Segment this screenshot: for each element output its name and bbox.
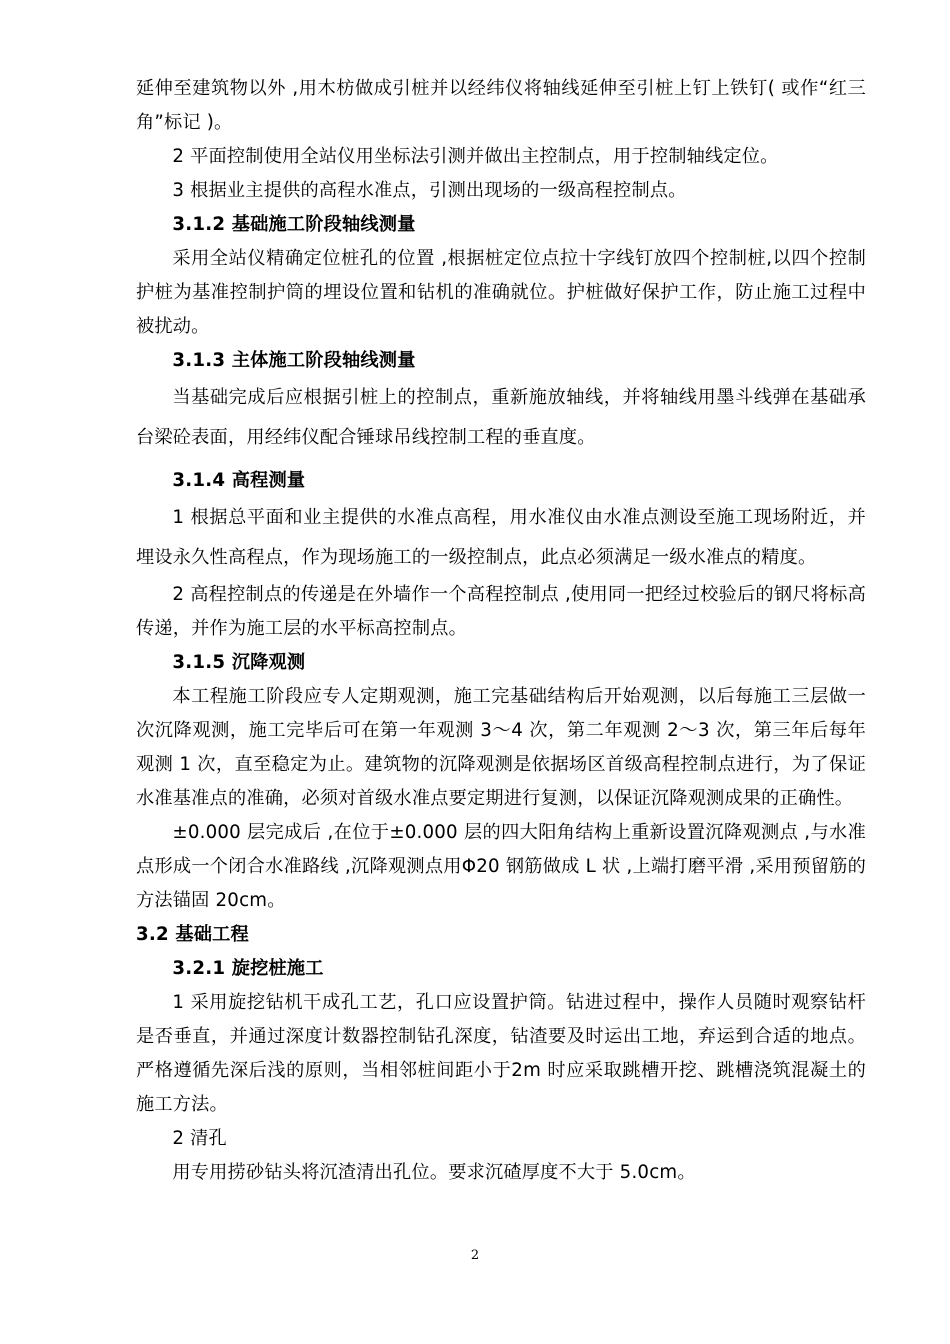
paragraph: 1 采用旋挖钻机干成孔工艺，孔口应设置护筒。钻进过程中，操作人员随时观察钻杆是否垂直，并通过深度计数器控制钻孔深度，钻渣要及时运出工地，弃运到合适的地点。严格遵循先深后浅的原则，当相邻桩间距小于2m 时应采取跳槽开挖、跳槽浇筑混凝土的施工方法。 (136, 992, 866, 1115)
document-body (136, 72, 866, 1190)
paragraph: 2 高程控制点的传递是在外墙作一个高程控制点 ,使用同一把经过校验后的钢尺将标高传递，并作为施工层的水平标高控制点。 (136, 584, 866, 639)
page-number: 2 (470, 1248, 480, 1263)
paragraph: 2 平面控制使用全站仪用坐标法引测并做出主控制点，用于控制轴线定位。 (172, 146, 779, 167)
paragraph: 3 根据业主提供的高程水准点，引测出现场的一级高程控制点。 (172, 180, 687, 201)
paragraph: ±0.000 层完成后 ,在位于±0.000 层的四大阳角结构上重新设置沉降观测点 ,与水准点形成一个闭合水准路线 ,沉降观测点用Φ20 钢筋做成 L 状 ,上端打磨平滑 ,采用预留筋的方法锚固 20cm。 (136, 822, 866, 911)
paragraph: 1 根据总平面和业主提供的水准点高程，用水准仪由水准点测设至施工现场附近，并埋设永久性高程点，作为现场施工的一级控制点，此点必须满足一级水准点的精度。 (136, 507, 866, 568)
chapter-heading: 3.2 基础工程 (136, 924, 249, 945)
paragraph: 延伸至建筑物以外 ,用木枋做成引桩并以经纬仪将轴线延伸至引桩上钉上铁钉( 或作“红三角”标记 )。 (136, 78, 866, 133)
section-heading: 3.1.3 主体施工阶段轴线测量 (172, 350, 416, 371)
paragraph: 2 清孔 (172, 1128, 227, 1149)
paragraph: 采用全站仪精确定位桩孔的位置 ,根据桩定位点拉十字线钉放四个控制桩,以四个控制护桩为基准控制护筒的埋设位置和钻机的准确就位。护桩做好保护工作，防止施工过程中被扰动。 (136, 248, 866, 337)
paragraph: 本工程施工阶段应专人定期观测，施工完基础结构后开始观测，以后每施工三层做一次沉降观测，施工完毕后可在第一年观测 3～4 次，第二年观测 2～3 次，第三年后每年观测 1 次，直至稳定为止。建筑物的沉降观测是依据场区首级高程控制点进行，为了保证水准基准点的准确，必须对首级水准点要定期进行复测，以保证沉降观测成果的正确性。 (136, 686, 866, 809)
section-heading: 3.1.5 沉降观测 (172, 652, 306, 673)
section-heading: 3.2.1 旋挖桩施工 (172, 958, 324, 979)
section-heading: 3.1.2 基础施工阶段轴线测量 (172, 214, 416, 235)
section-heading: 3.1.4 高程测量 (172, 470, 306, 491)
paragraph: 用专用捞砂钻头将沉渣清出孔位。要求沉碴厚度不大于 5.0cm。 (172, 1162, 696, 1183)
paragraph: 当基础完成后应根据引桩上的控制点，重新施放轴线，并将轴线用墨斗线弹在基础承台梁砼表面，用经纬仪配合锤球吊线控制工程的垂直度。 (136, 387, 866, 448)
